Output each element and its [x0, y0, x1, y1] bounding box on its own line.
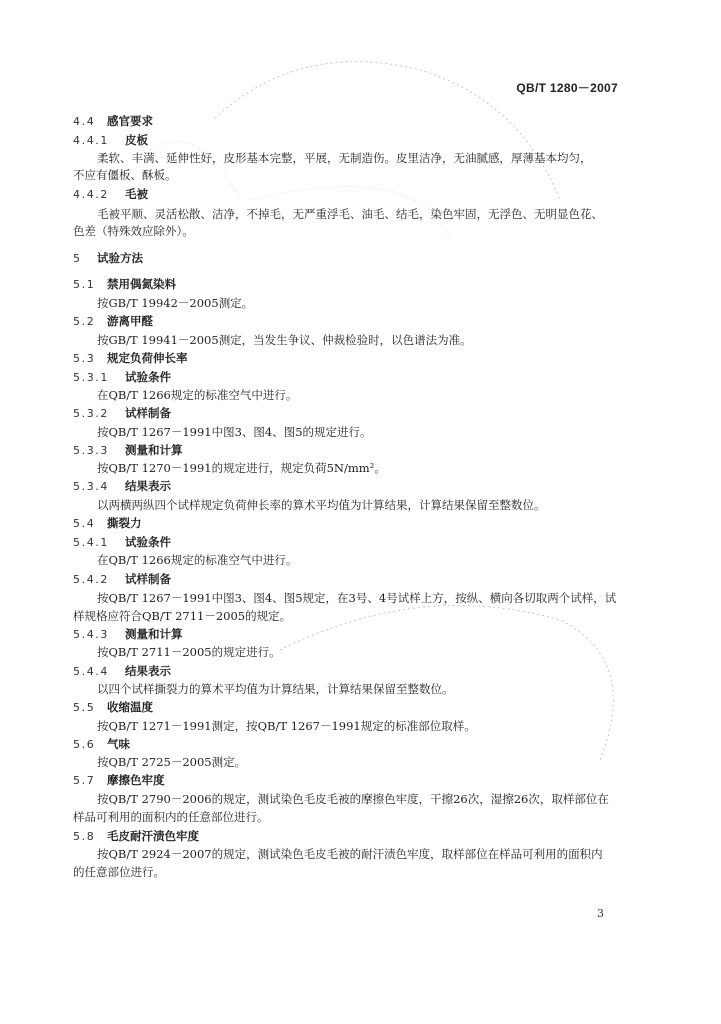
- section-number: 5.1: [73, 278, 96, 291]
- section-heading: [73, 405, 171, 422]
- section-number: 5.5: [73, 701, 96, 714]
- section-number: 5.4: [73, 517, 96, 530]
- section-heading: [73, 313, 153, 330]
- section-number: 4.4.2: [73, 188, 109, 201]
- body-text-line: 按QB/T 1270－1991的规定进行，规定负荷5N/mm²。: [97, 461, 386, 475]
- section-number: 5.4.4: [73, 665, 109, 678]
- body-text-line: 按QB/T 2725－2005测定。: [97, 755, 247, 769]
- section-title: 皮板: [125, 133, 148, 147]
- body-text-line: 按GB/T 19941－2005测定，当发生争议、仲裁检验时，以色谱法为准。: [97, 333, 472, 347]
- body-text-line: 按QB/T 1267－1991中图3、图4、图5的规定进行。: [97, 425, 372, 439]
- section-heading: [73, 369, 171, 386]
- body-text-line: 以四个试样撕裂力的算术平均值为计算结果，计算结果保留至整数位。: [97, 682, 454, 696]
- body-text-line: 样品可利用的面积内的任意部位进行。: [73, 810, 269, 824]
- section-title: 气味: [107, 737, 130, 751]
- body-text-line: 在QB/T 1266规定的标准空气中进行。: [97, 553, 298, 567]
- section-title: 毛皮耐汗渍色牢度: [107, 829, 199, 843]
- standard-code: QB/T 1280－2007: [516, 81, 618, 95]
- section-title: 禁用偶氮染料: [107, 277, 176, 291]
- section-title: 撕裂力: [107, 516, 142, 530]
- section-title: 试样制备: [125, 572, 171, 586]
- section-heading: [73, 828, 199, 845]
- body-text-line: 色差（特殊效应除外）。: [73, 224, 194, 238]
- section-heading: [73, 113, 153, 130]
- section-heading: [73, 186, 148, 203]
- section-heading: [73, 626, 183, 643]
- section-title: 测量和计算: [125, 443, 183, 457]
- section-number: 5.6: [73, 738, 96, 751]
- section-number: 4.4.1: [73, 134, 109, 147]
- section-number: 5.4.1: [73, 536, 109, 549]
- section-number: 5.4.3: [73, 628, 109, 641]
- section-title: 收缩温度: [107, 700, 153, 714]
- section-number: 5.8: [73, 830, 96, 843]
- section-heading: [73, 478, 171, 495]
- section-number: 4.4: [73, 115, 96, 128]
- section-heading: [73, 250, 143, 267]
- section-title: 游离甲醛: [107, 314, 153, 328]
- section-title: 试样制备: [125, 406, 171, 420]
- body-text-line: 在QB/T 1266规定的标准空气中进行。: [97, 388, 298, 402]
- section-number: 5.3.1: [73, 371, 109, 384]
- section-heading: [73, 663, 171, 680]
- section-number: 5.3.3: [73, 444, 109, 457]
- section-number: 5.3: [73, 352, 96, 365]
- section-heading: [73, 736, 130, 753]
- section-heading: [73, 772, 165, 789]
- body-text-line: 按QB/T 2711－2005的规定进行。: [97, 645, 281, 659]
- section-heading: [73, 442, 183, 459]
- section-title: 摩擦色牢度: [107, 773, 165, 787]
- section-title: 试验条件: [125, 370, 171, 384]
- section-title: 规定负荷伸长率: [107, 351, 188, 365]
- section-title: 毛被: [125, 187, 148, 201]
- section-heading: [73, 571, 171, 588]
- section-number: 5: [73, 252, 82, 265]
- body-text-line: 的任意部位进行。: [73, 865, 165, 879]
- body-text-line: 按GB/T 19942－2005测定。: [97, 296, 254, 310]
- section-number: 5.7: [73, 774, 96, 787]
- section-title: 结果表示: [125, 664, 171, 678]
- body-text-line: 柔软、丰满、延伸性好，皮形基本完整，平展，无制造伤。皮里洁净，无油腻感，厚薄基本均匀，: [97, 151, 592, 165]
- section-number: 5.2: [73, 315, 96, 328]
- section-number: 5.3.2: [73, 407, 109, 420]
- section-number: 5.3.4: [73, 480, 109, 493]
- section-number: 5.4.2: [73, 573, 109, 586]
- section-heading: [73, 350, 188, 367]
- body-text-line: 按QB/T 2924－2007的规定，测试染色毛皮毛被的耐汗渍色牢度，取样部位在样品可利用的面积内: [97, 847, 603, 861]
- section-heading: [73, 276, 176, 293]
- section-heading: [73, 515, 142, 532]
- section-heading: [73, 699, 153, 716]
- body-text-line: 毛被平顺、灵活松散、洁净，不掉毛，无严重浮毛、油毛、结毛，染色牢固，无浮色、无明显色花、: [97, 207, 603, 221]
- page-number: 3: [597, 907, 604, 920]
- body-text-line: 按QB/T 1267－1991中图3、图4、图5规定，在3号、4号试样上方，按纵、横向各切取两个试样，试: [97, 591, 617, 605]
- section-title: 测量和计算: [125, 627, 183, 641]
- section-title: 试验条件: [125, 535, 171, 549]
- body-text-line: 以两横两纵四个试样规定负荷伸长率的算术平均值为计算结果，计算结果保留至整数位。: [97, 498, 546, 512]
- body-text-line: 不应有僵板、酥板。: [73, 168, 177, 182]
- body-text-line: 按QB/T 2790－2006的规定，测试染色毛皮毛被的摩擦色牢度，干擦26次，湿擦26次，取样部位在: [97, 792, 609, 806]
- body-text-line: 按QB/T 1271－1991测定，按QB/T 1267－1991规定的标准部位取样。: [97, 719, 476, 733]
- section-heading: [73, 132, 148, 149]
- section-title: 结果表示: [125, 479, 171, 493]
- section-heading: [73, 534, 171, 551]
- section-title: 感官要求: [107, 114, 153, 128]
- section-title: 试验方法: [97, 251, 143, 265]
- body-text-line: 样规格应符合QB/T 2711－2005的规定。: [73, 609, 292, 623]
